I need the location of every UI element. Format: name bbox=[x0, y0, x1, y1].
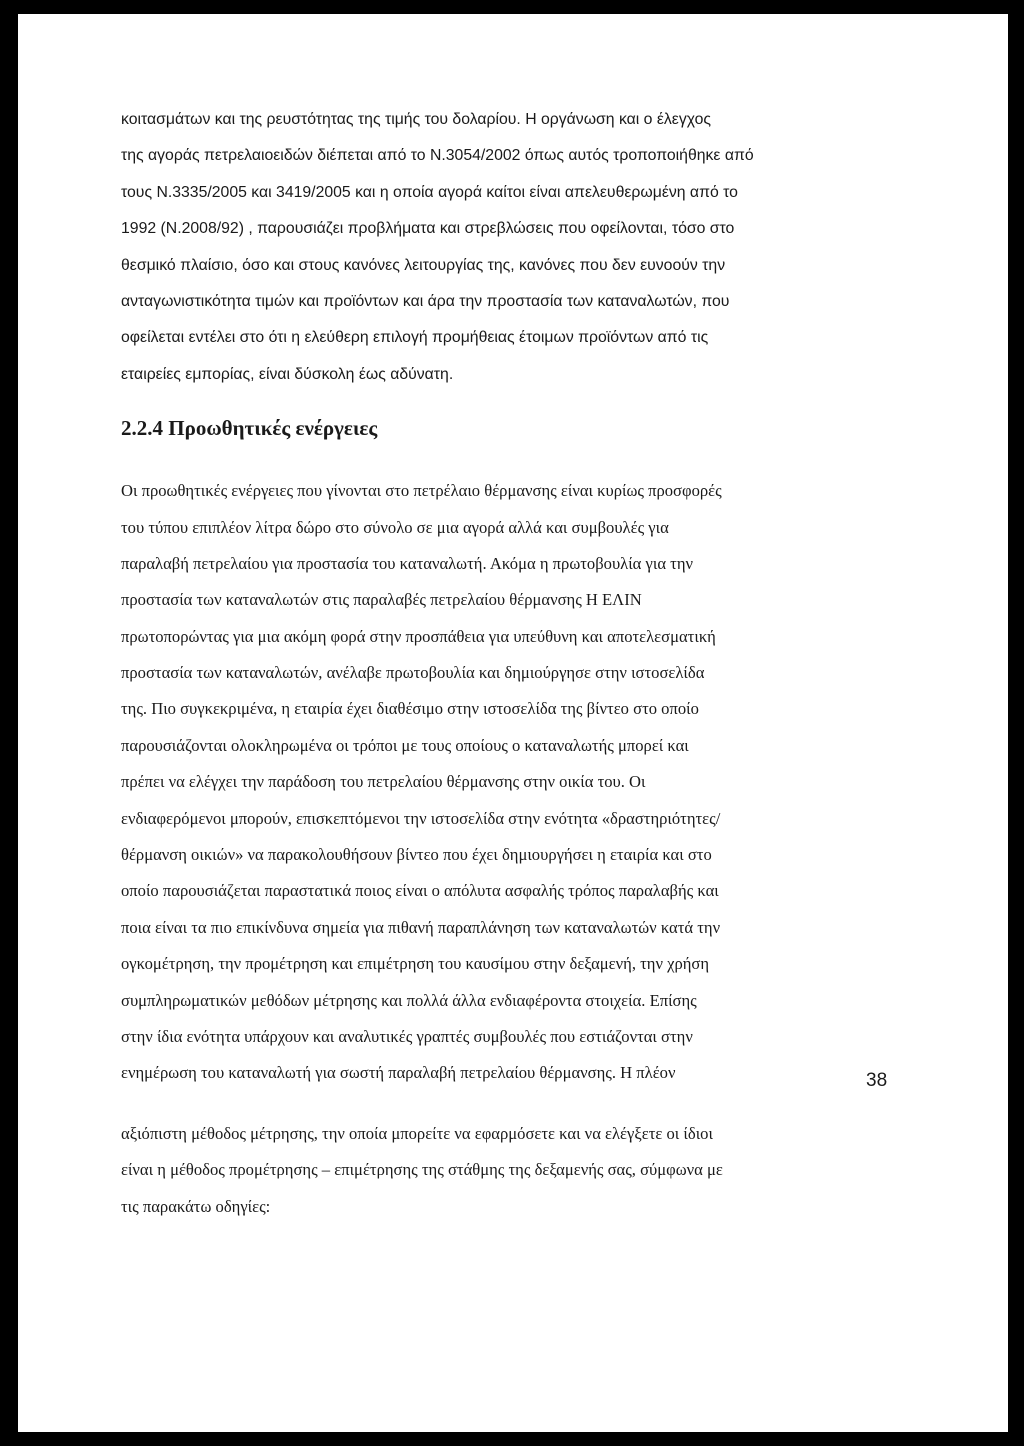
text-line: οποίο παρουσιάζεται παραστατικά ποιος είναι ο απόλυτα ασφαλής τρόπος παραλαβής και bbox=[121, 881, 719, 901]
text-line: συμπληρωματικών μεθόδων μέτρησης και πολλά άλλα ενδιαφέροντα στοιχεία. Επίσης bbox=[121, 990, 697, 1010]
text-line: ενδιαφερόμενοι μπορούν, επισκεπτόμενοι την ιστοσελίδα στην ενότητα «δραστηριότητες/ bbox=[121, 808, 721, 828]
text-line: εταιρείες εμπορίας, είναι δύσκολη έως αδύνατη. bbox=[121, 365, 454, 383]
text-line: προστασία των καταναλωτών, ανέλαβε πρωτοβουλία και δημιούργησε στην ιστοσελίδα bbox=[121, 663, 705, 683]
text-line: παρουσιάζονται ολοκληρωμένα οι τρόποι με τους οποίους ο καταναλωτής μπορεί και bbox=[121, 735, 689, 755]
paragraph-promotions bbox=[121, 473, 911, 1092]
text-line: ποια είναι τα πιο επικίνδυνα σημεία για πιθανή παραπλάνηση των καταναλωτών κατά την bbox=[121, 917, 721, 937]
text-line: πρωτοπορώντας για μια ακόμη φορά στην προσπάθεια για υπεύθυνη και αποτελεσματική bbox=[121, 626, 716, 646]
paragraph-measurement bbox=[121, 1116, 911, 1225]
text-line: της αγοράς πετρελαιοειδών διέπεται από το Ν.3054/2002 όπως αυτός τροποποιήθηκε από bbox=[121, 147, 754, 165]
text-line: 1992 (Ν.2008/92) , παρουσιάζει προβλήματα και στρεβλώσεις που οφείλονται, τόσο στο bbox=[121, 220, 735, 238]
text-line: θέρμανση οικιών» να παρακολουθήσουν βίντεο που έχει δημιουργήσει η εταιρία και στο bbox=[121, 845, 712, 865]
text-line: ογκομέτρηση, την προμέτρηση και επιμέτρηση του καυσίμου στην δεξαμενή, την χρήση bbox=[121, 954, 710, 974]
text-line: Οι προωθητικές ενέργειες που γίνονται στο πετρέλαιο θέρμανσης είναι κυρίως προσφορές bbox=[121, 481, 722, 501]
text-line: προστασία των καταναλωτών στις παραλαβές πετρελαίου θέρμανσης Η ΕΛΙΝ bbox=[121, 590, 642, 610]
text-line: ανταγωνιστικότητα τιμών και προϊόντων και άρα την προστασία των καταναλωτών, που bbox=[121, 292, 730, 310]
text-line: παραλαβή πετρελαίου για προστασία του καταναλωτή. Ακόμα η πρωτοβουλία για την bbox=[121, 553, 694, 573]
text-line: της. Πιο συγκεκριμένα, η εταιρία έχει διαθέσιμο στην ιστοσελίδα της βίντεο στο οποίο bbox=[121, 699, 699, 719]
text-line: ενημέρωση του καταναλωτή για σωστή παραλαβή πετρελαίου θέρμανσης. Η πλέον bbox=[121, 1063, 676, 1083]
page-number: 38 bbox=[866, 1070, 888, 1091]
document-page bbox=[18, 14, 1008, 1432]
text-line: τους Ν.3335/2005 και 3419/2005 και η οποία αγορά καίτοι είναι απελευθερωμένη από το bbox=[121, 183, 738, 201]
text-line: πρέπει να ελέγχει την παράδοση του πετρελαίου θέρμανσης στην οικία του. Οι bbox=[121, 772, 646, 792]
text-line: του τύπου επιπλέον λίτρα δώρο στο σύνολο σε μια αγορά αλλά και συμβουλές για bbox=[121, 517, 669, 537]
text-line: είναι η μέθοδος προμέτρησης – επιμέτρησης της στάθμης της δεξαμενής σας, σύμφωνα με bbox=[121, 1160, 723, 1180]
text-line: θεσμικό πλαίσιο, όσο και στους κανόνες λειτουργίας της, κανόνες που δεν ευνοούν την bbox=[121, 256, 726, 274]
page-content bbox=[121, 102, 911, 1225]
text-line: κοιτασμάτων και της ρευστότητας της τιμής του δολαρίου. Η οργάνωση και ο έλεγχος bbox=[121, 111, 712, 128]
text-line: αξιόπιστη μέθοδος μέτρησης, την οποία μπορείτε να εφαρμόσετε και να ελέγξετε οι ίδιοι bbox=[121, 1123, 713, 1143]
paragraph-oil-market bbox=[121, 102, 911, 393]
text-line: τις παρακάτω οδηγίες: bbox=[121, 1196, 271, 1216]
text-line: οφείλεται εντέλει στο ότι η ελεύθερη επιλογή προμήθειας έτοιμων προϊόντων από τις bbox=[121, 329, 709, 347]
section-heading: 2.2.4 Προωθητικές ενέργειες bbox=[121, 416, 378, 441]
text-line: στην ίδια ενότητα υπάρχουν και αναλυτικές γραπτές συμβουλές που εστιάζονται στην bbox=[121, 1026, 693, 1046]
